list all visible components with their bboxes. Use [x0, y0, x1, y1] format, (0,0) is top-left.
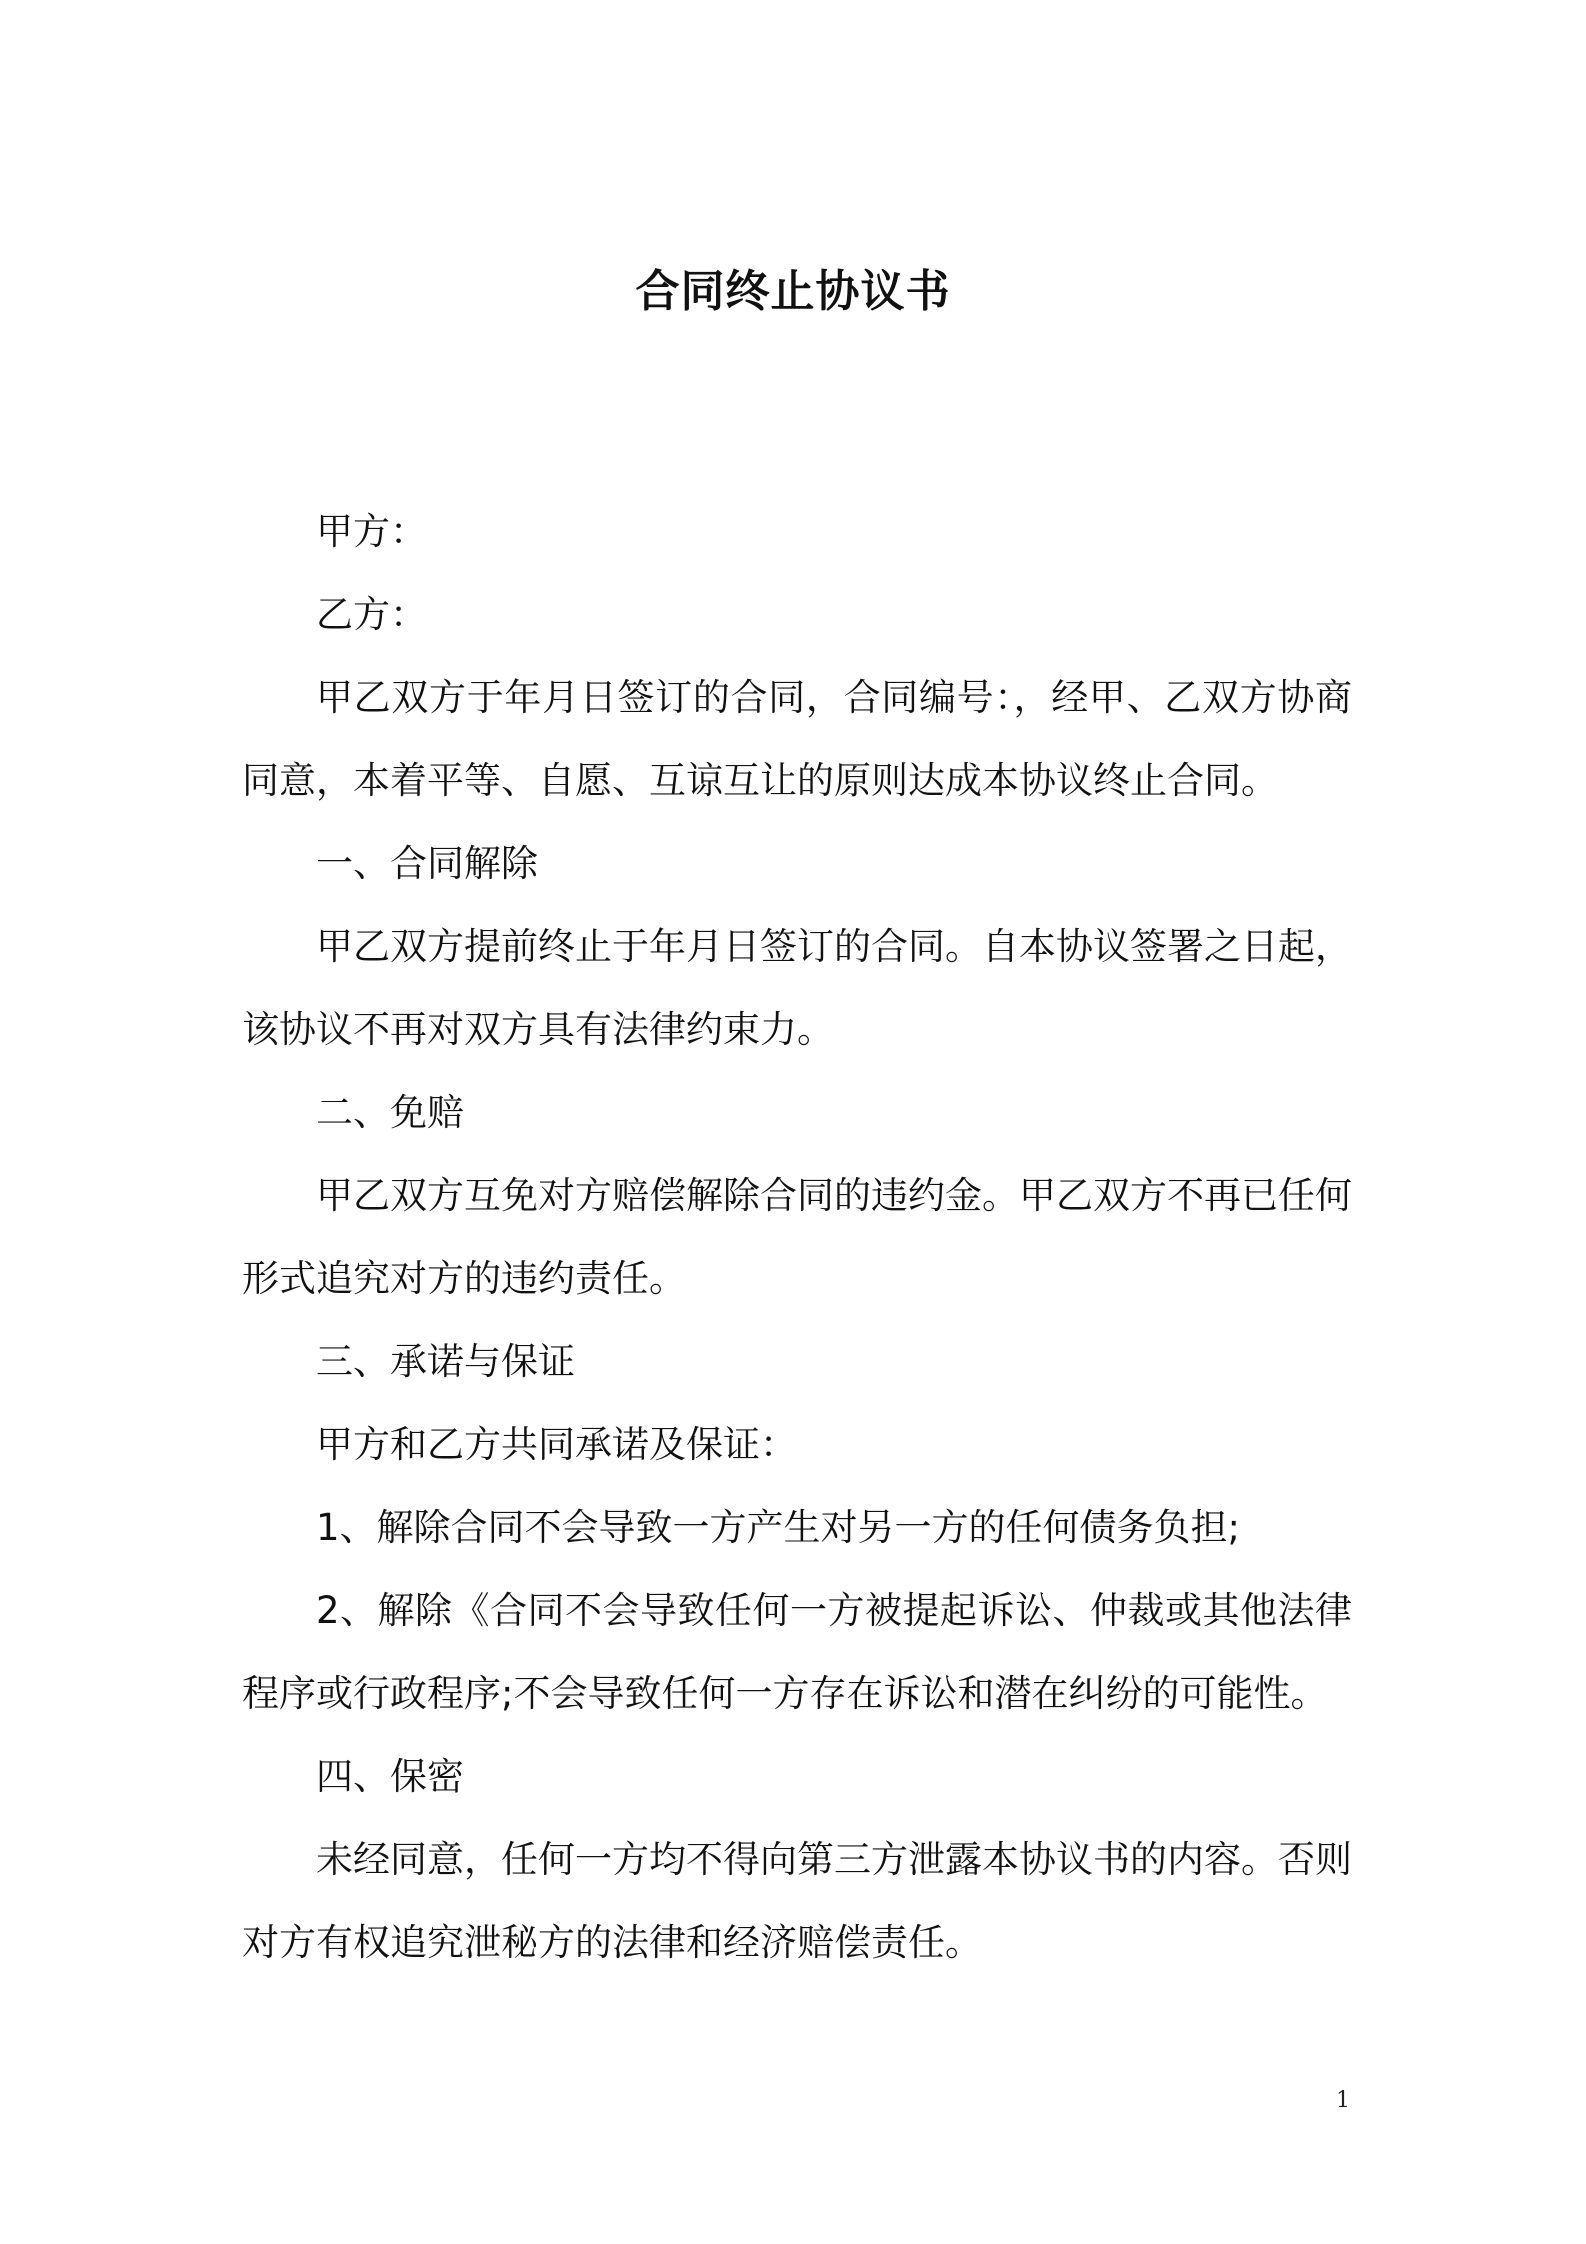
confidentiality-paragraph: 未经同意，任何一方均不得向第三方泄露本协议书的内容。否则对方有权追究泄秘方的法律和经济赔偿责任。 — [242, 1838, 1352, 1964]
termination-paragraph: 甲乙双方提前终止于年月日签订的合同。自本协议签署之日起，该协议不再对双方具有法律约束力。 — [242, 925, 1352, 1051]
warranty-intro: 甲方和乙方共同承诺及保证： — [316, 1423, 797, 1466]
section-heading-warranty: 三、承诺与保证 — [316, 1340, 575, 1383]
warranty-item-1: 1、解除合同不会导致一方产生对另一方的任何债务负担; — [316, 1506, 1241, 1549]
page-number: 1 — [1336, 2088, 1350, 2113]
intro-paragraph: 甲乙双方于年月日签订的合同，合同编号：，经甲、乙双方协商同意，本着平等、自愿、互谅互让的原则达成本协议终止合同。 — [242, 676, 1352, 802]
warranty-item-2: 2、解除《合同不会导致任何一方被提起诉讼、仲裁或其他法律程序或行政程序;不会导致任何一方存在诉讼和潜在纠纷的可能性。 — [242, 1589, 1352, 1715]
waiver-paragraph: 甲乙双方互免对方赔偿解除合同的违约金。甲乙双方不再已任何形式追究对方的违约责任。 — [242, 1174, 1352, 1300]
section-heading-termination: 一、合同解除 — [316, 842, 538, 885]
section-heading-waiver: 二、免赔 — [316, 1091, 464, 1134]
document-title: 合同终止协议书 — [635, 266, 951, 317]
party-b-line: 乙方： — [316, 593, 427, 636]
document-body — [242, 490, 1352, 1984]
party-a-line: 甲方： — [316, 510, 427, 553]
section-heading-confidentiality: 四、保密 — [316, 1755, 464, 1798]
